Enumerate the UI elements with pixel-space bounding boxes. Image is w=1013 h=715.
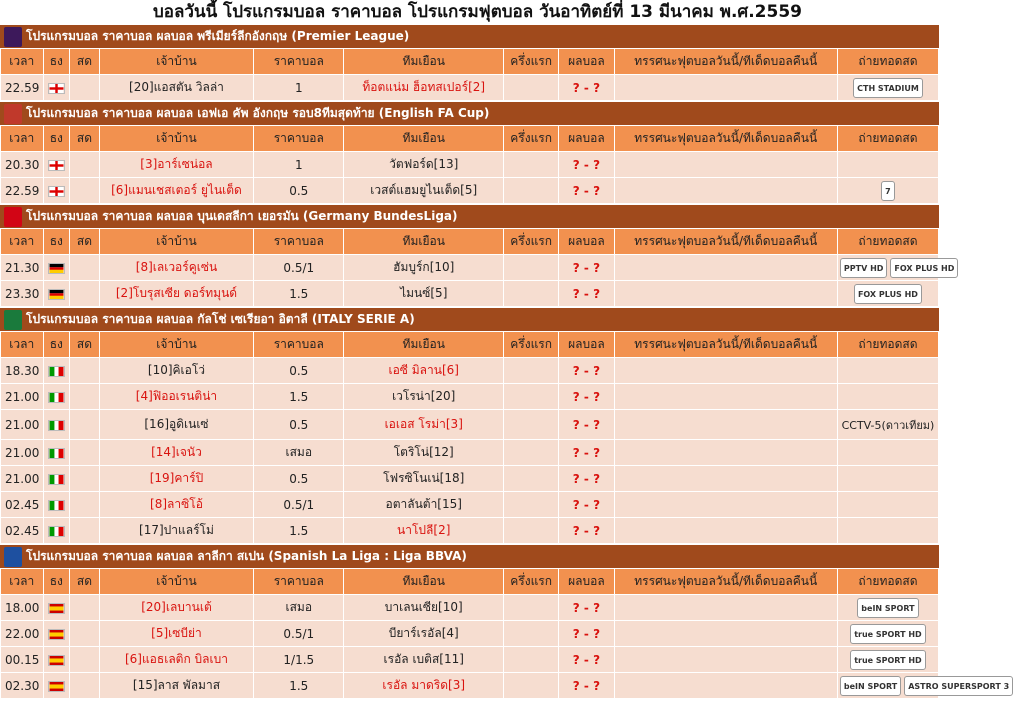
bein-sport-logo-icon[interactable]: beIN SPORT [857,598,918,618]
half-time-score [503,647,558,673]
away-team[interactable]: บาเลนเซีย[10] [344,595,504,621]
half-time-score [503,518,558,544]
half-time-score [503,178,558,204]
column-header: เวลา [1,229,44,255]
away-team[interactable]: โฟรซิโนเน่[18] [344,466,504,492]
kickoff-time: 22.59 [1,178,44,204]
tv-channel-cell[interactable] [837,466,938,492]
tips-cell[interactable] [614,647,837,673]
live-cell[interactable] [70,518,100,544]
column-header: เจ้าบ้าน [99,332,253,358]
column-header-row [1,332,939,358]
column-header-row [1,49,939,75]
cth-stadium-logo-icon[interactable]: CTH STADIUM [853,78,923,98]
live-cell[interactable] [70,178,100,204]
home-team[interactable]: [20]แอสตัน วิลล่า [99,75,253,101]
final-score[interactable]: ? - ? [559,621,614,647]
tv-channel-cell[interactable] [837,410,938,440]
league-title: โปรแกรมบอล ราคาบอล ผลบอล กัลโช่ เซเรียอา อิตาลี (ITALY SERIE A) [26,312,415,326]
column-header: เจ้าบ้าน [99,49,253,75]
half-time-score [503,255,558,281]
flag-germany-icon [43,255,70,281]
tv-channel-cell[interactable] [837,518,938,544]
column-header: ถ่ายทอดสด [837,332,938,358]
tips-cell[interactable] [614,410,837,440]
fixtures-table [0,568,1010,699]
final-score[interactable]: ? - ? [559,178,614,204]
column-header: สด [70,126,100,152]
away-team[interactable]: ท็อตแน่ม ฮ็อทสเปอร์[2] [344,75,504,101]
match-row [1,255,939,281]
away-team[interactable]: เอซี มิลาน[6] [344,358,504,384]
column-header: เวลา [1,332,44,358]
kickoff-time: 21.00 [1,466,44,492]
column-header: ราคาบอล [254,569,344,595]
home-team[interactable]: [20]เลบานเต้ [99,595,253,621]
league-title: โปรแกรมบอล ราคาบอล ผลบอล ลาลีกา สเปน (Spanish La Liga : Liga BBVA) [26,549,467,563]
column-header: สด [70,229,100,255]
match-row [1,358,939,384]
away-team[interactable]: วัตฟอร์ด[13] [344,152,504,178]
odds: 1.5 [254,673,344,699]
column-header: ทีมเยือน [344,126,504,152]
column-header: ธง [43,49,70,75]
column-header: เจ้าบ้าน [99,126,253,152]
odds: 1 [254,75,344,101]
fox-sports-plus-logo-icon[interactable]: FOX PLUS HD [890,258,958,278]
flag-spain-icon [43,595,70,621]
half-time-score [503,384,558,410]
tv-channel-cell[interactable] [837,673,1010,699]
away-team[interactable]: ไมนซ์[5] [344,281,504,307]
serie-a-logo-icon [0,308,26,332]
column-header-row [1,569,939,595]
tips-cell[interactable] [614,492,837,518]
kickoff-time: 23.30 [1,281,44,307]
flag-italy-icon [43,384,70,410]
final-score[interactable]: ? - ? [559,281,614,307]
tv-channel-cell[interactable] [837,281,938,307]
league-header [0,24,939,48]
true-sport-hd-logo-icon[interactable]: true SPORT HD [850,650,925,670]
column-header: ทรรศนะฟุตบอลวันนี้/ทีเด็ดบอลคืนนี้ [614,569,837,595]
away-team[interactable]: อตาลันต้า[15] [344,492,504,518]
final-score[interactable]: ? - ? [559,152,614,178]
fixtures-content [0,24,1010,699]
column-header: ครึ่งแรก [503,229,558,255]
match-row [1,673,939,699]
column-header: เวลา [1,49,44,75]
match-row [1,178,939,204]
away-team[interactable]: โตริโน่[12] [344,440,504,466]
column-header: เจ้าบ้าน [99,569,253,595]
final-score[interactable]: ? - ? [559,384,614,410]
column-header: ทรรศนะฟุตบอลวันนี้/ทีเด็ดบอลคืนนี้ [614,126,837,152]
column-header: ธง [43,229,70,255]
tv-channel-cell[interactable] [837,621,938,647]
tips-cell[interactable] [614,255,837,281]
tips-cell[interactable] [614,466,837,492]
home-team[interactable]: [2]โบรุสเซีย ดอร์ทมุนด์ [99,281,253,307]
away-team[interactable]: เรอัล มาดริด[3] [344,673,504,699]
column-header: สด [70,569,100,595]
tv-channel-cell[interactable] [837,440,938,466]
tips-cell[interactable] [614,673,837,699]
half-time-score [503,358,558,384]
kickoff-time: 20.30 [1,152,44,178]
live-cell[interactable] [70,384,100,410]
column-header: ทรรศนะฟุตบอลวันนี้/ทีเด็ดบอลคืนนี้ [614,332,837,358]
premier-league-logo-icon [0,25,26,49]
flag-spain-icon [43,621,70,647]
half-time-score [503,281,558,307]
column-header: ผลบอล [559,569,614,595]
odds: 0.5 [254,410,344,440]
tv-channel-cell[interactable] [837,595,938,621]
half-time-score [503,440,558,466]
column-header: ผลบอล [559,126,614,152]
away-team[interactable]: เวสต์แฮมยูไนเต็ด[5] [344,178,504,204]
column-header: ราคาบอล [254,49,344,75]
column-header: ราคาบอล [254,126,344,152]
live-cell[interactable] [70,673,100,699]
bundesliga-logo-icon [0,205,26,229]
column-header: ถ่ายทอดสด [837,229,938,255]
flag-italy-icon [43,492,70,518]
tv-channel-text: CCTV-5(ดาวเทียม) [841,418,935,432]
home-team[interactable]: [3]อาร์เซน่อล [99,152,253,178]
match-row [1,152,939,178]
kickoff-time: 02.45 [1,492,44,518]
match-row [1,75,939,101]
tv-channel-cell[interactable] [837,178,938,204]
flag-spain-icon [43,673,70,699]
column-header: ผลบอล [559,229,614,255]
pptv-logo-icon[interactable]: PPTV HD [840,258,888,278]
column-header: ธง [43,126,70,152]
kickoff-time: 22.00 [1,621,44,647]
column-header: ธง [43,332,70,358]
tips-cell[interactable] [614,621,837,647]
column-header-row [1,229,939,255]
page-title: บอลวันนี้ โปรแกรมบอล ราคาบอล โปรแกรมฟุตบอล วันอาทิตย์ที่ 13 มีนาคม พ.ศ.2559 [152,2,802,22]
odds: 1 [254,152,344,178]
match-row [1,647,939,673]
channel-7-logo-icon[interactable]: 7 [881,181,895,201]
flag-italy-icon [43,410,70,440]
flag-italy-icon [43,518,70,544]
live-cell[interactable] [70,410,100,440]
kickoff-time: 00.15 [1,647,44,673]
half-time-score [503,466,558,492]
column-header: ธง [43,569,70,595]
tips-cell[interactable] [614,358,837,384]
half-time-score [503,595,558,621]
tips-cell[interactable] [614,384,837,410]
column-header: ครึ่งแรก [503,332,558,358]
match-row [1,492,939,518]
home-team[interactable]: [15]ลาส พัลมาส [99,673,253,699]
final-score[interactable]: ? - ? [559,647,614,673]
away-team[interactable]: นาโปลี[2] [344,518,504,544]
tips-cell[interactable] [614,281,837,307]
column-header: ถ่ายทอดสด [837,126,938,152]
match-row [1,384,939,410]
league-title: โปรแกรมบอล ราคาบอล ผลบอล เอฟเอ คัพ อังกฤษ รอบ8ทีมสุดท้าย (English FA Cup) [26,106,490,120]
la-liga-logo-icon [0,545,26,569]
kickoff-time: 18.30 [1,358,44,384]
tips-cell[interactable] [614,152,837,178]
column-header: ผลบอล [559,49,614,75]
odds: 1/1.5 [254,647,344,673]
live-cell[interactable] [70,466,100,492]
league-header [0,101,939,125]
match-row [1,595,939,621]
column-header: ครึ่งแรก [503,126,558,152]
column-header: ทีมเยือน [344,49,504,75]
final-score[interactable]: ? - ? [559,255,614,281]
kickoff-time: 02.45 [1,518,44,544]
column-header: ผลบอล [559,332,614,358]
live-cell[interactable] [70,281,100,307]
final-score[interactable]: ? - ? [559,492,614,518]
odds: 0.5 [254,466,344,492]
odds: 0.5/1 [254,255,344,281]
away-team[interactable]: เอเอส โรม่า[3] [344,410,504,440]
final-score[interactable]: ? - ? [559,518,614,544]
column-header: ครึ่งแรก [503,569,558,595]
tv-channel-cell[interactable] [837,255,955,281]
kickoff-time: 22.59 [1,75,44,101]
column-header: ครึ่งแรก [503,49,558,75]
match-row [1,518,939,544]
home-team[interactable]: [14]เจนัว [99,440,253,466]
home-team[interactable]: [6]แมนเชสเตอร์ ยูไนเต็ด [99,178,253,204]
home-team[interactable]: [8]ลาซิโอ้ [99,492,253,518]
away-team[interactable]: เรอัล เบติส[11] [344,647,504,673]
live-cell[interactable] [70,75,100,101]
tips-cell[interactable] [614,595,837,621]
match-row [1,410,939,440]
column-header: ทีมเยือน [344,229,504,255]
odds: 1.5 [254,281,344,307]
half-time-score [503,152,558,178]
half-time-score [503,673,558,699]
live-cell[interactable] [70,358,100,384]
league-header [0,204,939,228]
final-score[interactable]: ? - ? [559,75,614,101]
tips-cell[interactable] [614,178,837,204]
fixtures-table [0,228,955,307]
column-header: ราคาบอล [254,332,344,358]
league-title: โปรแกรมบอล ราคาบอล ผลบอล พรีเมียร์ลีกอังกฤษ (Premier League) [26,29,410,43]
away-team[interactable]: เวโรน่า[20] [344,384,504,410]
final-score[interactable]: ? - ? [559,673,614,699]
tv-channel-cell[interactable] [837,384,938,410]
true-sport-hd-logo-icon[interactable]: true SPORT HD [850,624,925,644]
league-title: โปรแกรมบอล ราคาบอล ผลบอล บุนเดสลีกา เยอรมัน (Germany BundesLiga) [26,209,458,223]
tips-cell[interactable] [614,75,837,101]
half-time-score [503,621,558,647]
final-score[interactable]: ? - ? [559,466,614,492]
column-header: ราคาบอล [254,229,344,255]
flag-england-icon [43,75,70,101]
home-team[interactable]: [8]เลเวอร์คูเซ่น [99,255,253,281]
match-row [1,621,939,647]
astro-supersport-logo-icon[interactable]: ASTRO SUPERSPORT 3 [904,676,1013,696]
tv-channel-cell[interactable] [837,492,938,518]
tips-cell[interactable] [614,518,837,544]
fixtures-table [0,331,939,544]
home-team[interactable]: [6]แอธเลติก บิลเบา [99,647,253,673]
home-team[interactable]: [5]เซบีย่า [99,621,253,647]
column-header: เวลา [1,126,44,152]
odds: 1.5 [254,518,344,544]
home-team[interactable]: [16]อูดิเนเซ่ [99,410,253,440]
column-header: ทรรศนะฟุตบอลวันนี้/ทีเด็ดบอลคืนนี้ [614,229,837,255]
odds: เสมอ [254,440,344,466]
fixtures-table [0,125,939,204]
kickoff-time: 21.30 [1,255,44,281]
column-header: สด [70,332,100,358]
odds: 0.5/1 [254,492,344,518]
fox-sports-plus-logo-icon[interactable]: FOX PLUS HD [854,284,922,304]
tips-cell[interactable] [614,440,837,466]
league-header [0,307,939,331]
home-team[interactable]: [4]ฟิออเรนติน่า [99,384,253,410]
flag-spain-icon [43,647,70,673]
live-cell[interactable] [70,595,100,621]
live-cell[interactable] [70,621,100,647]
final-score[interactable]: ? - ? [559,410,614,440]
match-row [1,440,939,466]
column-header: ทรรศนะฟุตบอลวันนี้/ทีเด็ดบอลคืนนี้ [614,49,837,75]
odds: 0.5 [254,358,344,384]
live-cell[interactable] [70,647,100,673]
column-header: เวลา [1,569,44,595]
odds: 1.5 [254,384,344,410]
tv-channel-cell[interactable] [837,75,938,101]
odds: เสมอ [254,595,344,621]
flag-italy-icon [43,466,70,492]
flag-germany-icon [43,281,70,307]
home-team[interactable]: [17]ปาแลร์โม่ [99,518,253,544]
odds: 0.5/1 [254,621,344,647]
half-time-score [503,75,558,101]
home-team[interactable]: [10]คิเอโว่ [99,358,253,384]
fixtures-table [0,48,939,101]
column-header: ถ่ายทอดสด [837,49,938,75]
column-header: ถ่ายทอดสด [837,569,938,595]
final-score[interactable]: ? - ? [559,358,614,384]
odds: 0.5 [254,178,344,204]
tv-channel-cell[interactable] [837,358,938,384]
live-cell[interactable] [70,152,100,178]
bein-sport-logo-icon[interactable]: beIN SPORT [840,676,901,696]
tv-channel-cell[interactable] [837,152,938,178]
flag-england-icon [43,178,70,204]
column-header: เจ้าบ้าน [99,229,253,255]
kickoff-time: 21.00 [1,384,44,410]
match-row [1,466,939,492]
away-team[interactable]: บียาร์เรอัล[4] [344,621,504,647]
kickoff-time: 21.00 [1,410,44,440]
column-header: ทีมเยือน [344,332,504,358]
flag-italy-icon [43,440,70,466]
flag-england-icon [43,152,70,178]
kickoff-time: 02.30 [1,673,44,699]
flag-italy-icon [43,358,70,384]
column-header: ทีมเยือน [344,569,504,595]
live-cell[interactable] [70,492,100,518]
kickoff-time: 21.00 [1,440,44,466]
home-team[interactable]: [19]คาร์ปิ [99,466,253,492]
final-score[interactable]: ? - ? [559,595,614,621]
match-row [1,281,939,307]
away-team[interactable]: ฮัมบูร์ก[10] [344,255,504,281]
column-header: สด [70,49,100,75]
half-time-score [503,410,558,440]
column-header-row [1,126,939,152]
final-score[interactable]: ? - ? [559,440,614,466]
half-time-score [503,492,558,518]
tv-channel-cell[interactable] [837,647,938,673]
live-cell[interactable] [70,440,100,466]
league-header [0,544,939,568]
fa-cup-logo-icon [0,102,26,126]
kickoff-time: 18.00 [1,595,44,621]
live-cell[interactable] [70,255,100,281]
